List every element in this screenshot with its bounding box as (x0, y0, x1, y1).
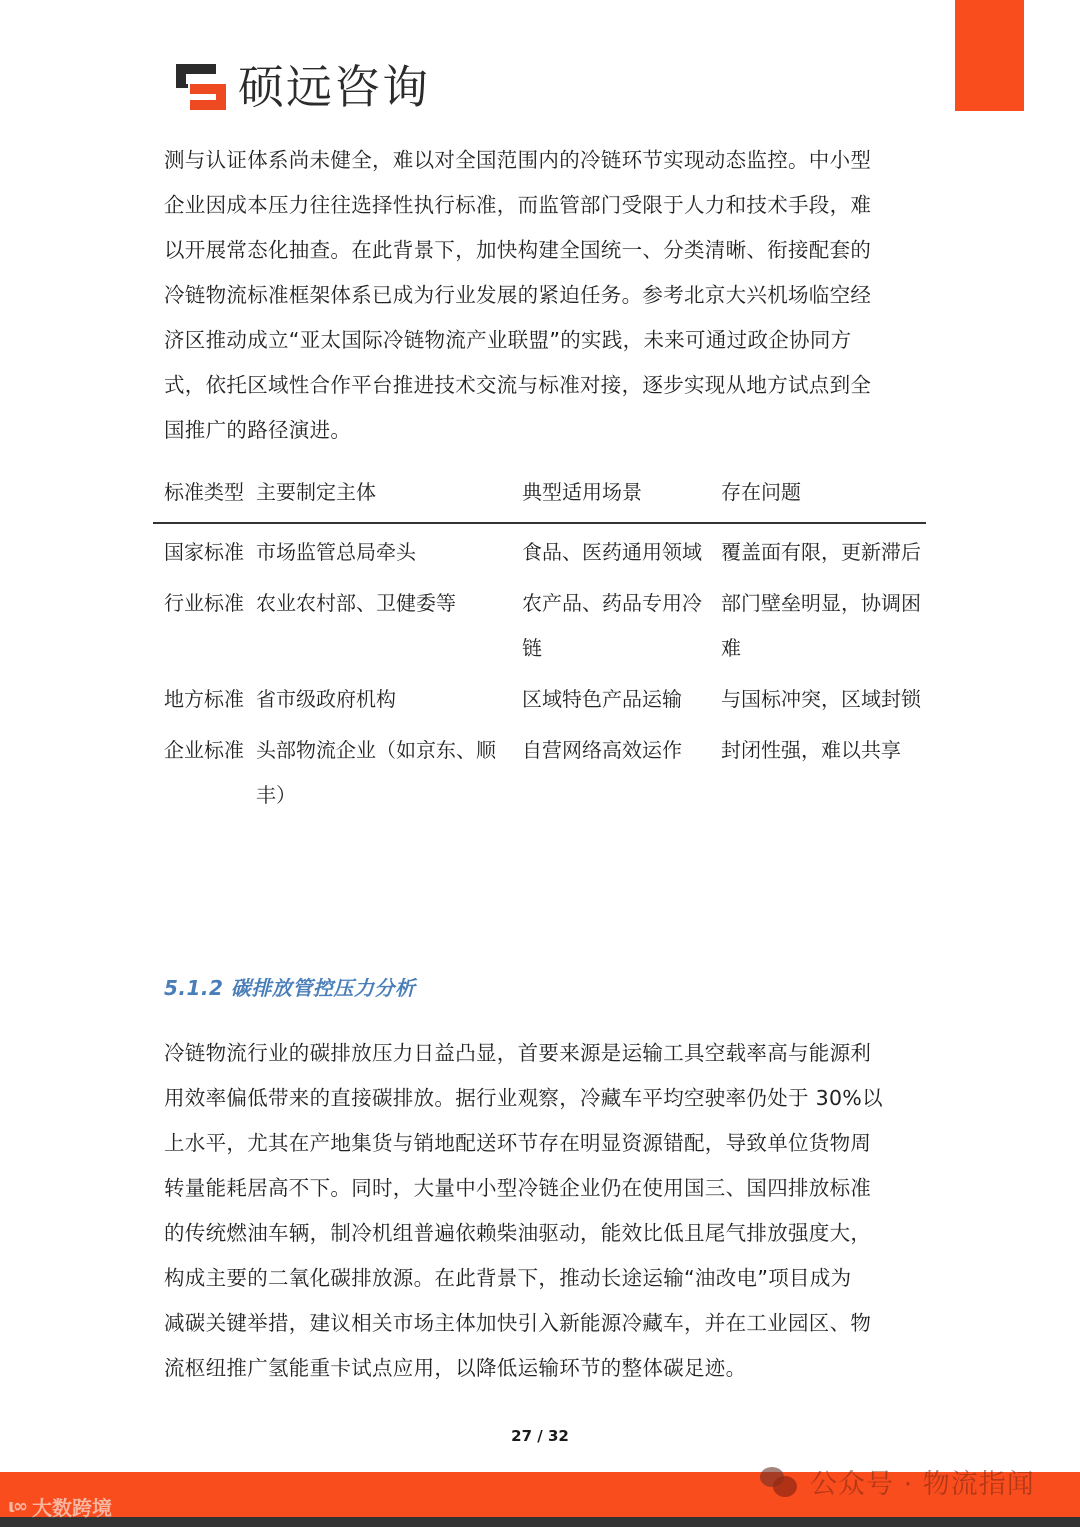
column-header-type: 标准类型 (153, 470, 245, 523)
section-paragraph (164, 1031, 914, 1391)
table-row (153, 677, 926, 728)
paragraph-line: 流枢纽推广氢能重卡试点应用，以降低运输环节的整体碳足迹。 (164, 1356, 747, 1380)
section-heading: 5.1.2 碳排放管控压力分析 (164, 976, 416, 1000)
brand-logo-icon: ι∞ (8, 1496, 27, 1517)
cell-body: 头部物流企业（如京东、顺丰） (256, 738, 496, 807)
paragraph-line: 式，依托区域性合作平台推进技术交流与标准对接，逐步实现从地方试点到全 (164, 373, 872, 397)
cell-type: 企业标准 (164, 738, 244, 762)
logo-text: 硕远咨询 (238, 60, 430, 114)
paragraph-line: 转量能耗居高不下。同时，大量中小型冷链企业仍在使用国三、国四排放标准 (164, 1176, 872, 1200)
company-logo (176, 62, 430, 112)
paragraph-line: 冷链物流标准框架体系已成为行业发展的紧迫任务。参考北京大兴机场临空经 (164, 283, 872, 307)
cell-scenario: 区域特色产品运输 (522, 687, 682, 711)
paragraph-line: 国推广的路径演进。 (164, 418, 352, 442)
paragraph-line: 减碳关键举措，建议相关市场主体加快引入新能源冷藏车，并在工业园区、物 (164, 1311, 872, 1335)
column-header-scenario: 典型适用场景 (511, 470, 710, 523)
paragraph-line: 的传统燃油车辆，制冷机组普遍依赖柴油驱动，能效比低且尾气排放强度大， (164, 1221, 872, 1245)
table-row (153, 581, 926, 677)
paragraph-line: 企业因成本压力往往选择性执行标准，而监管部门受限于人力和技术手段，难 (164, 193, 872, 217)
cell-body: 市场监管总局牵头 (256, 540, 416, 564)
wechat-watermark (760, 1462, 1035, 1501)
watermark-text: 公众号 · 物流指闻 (810, 1469, 1035, 1500)
page-number: 27 / 32 (511, 1427, 569, 1445)
paragraph-line: 构成主要的二氧化碳排放源。在此背景下，推动长途运输“油改电”项目成为 (164, 1266, 852, 1290)
paragraph-line: 以开展常态化抽查。在此背景下，加快构建全国统一、分类清晰、衔接配套的 (164, 238, 872, 262)
cell-issues: 与国标冲突，区域封锁 (721, 687, 921, 711)
cell-body: 省市级政府机构 (256, 687, 396, 711)
table-row (153, 523, 926, 581)
cell-scenario: 食品、医药通用领域 (522, 540, 702, 564)
footer-brand (8, 1492, 112, 1521)
column-header-issues: 存在问题 (710, 470, 926, 523)
table-row (153, 728, 926, 824)
paragraph-line: 济区推动成立“亚太国际冷链物流产业联盟”的实践，未来可通过政企协同方 (164, 328, 852, 352)
cell-issues: 覆盖面有限，更新滞后 (721, 540, 921, 564)
cell-body: 农业农村部、卫健委等 (256, 591, 456, 615)
cell-type: 行业标准 (164, 591, 244, 615)
cell-type: 国家标准 (164, 540, 244, 564)
paragraph-line: 用效率偏低带来的直接碳排放。据行业观察，冷藏车平均空驶率仍处于 30%以 (164, 1086, 883, 1110)
paragraph-line: 测与认证体系尚未健全，难以对全国范围内的冷链环节实现动态监控。中小型 (164, 148, 872, 172)
cell-type: 地方标准 (164, 687, 244, 711)
column-header-body: 主要制定主体 (245, 470, 511, 523)
cell-issues: 部门壁垒明显，协调困难 (721, 591, 921, 660)
intro-paragraph (164, 138, 914, 453)
corner-accent-bar (955, 0, 1024, 111)
wechat-icon (760, 1465, 800, 1499)
cell-issues: 封闭性强，难以共享 (721, 738, 901, 762)
logo-mark-icon (176, 64, 228, 110)
paragraph-line: 上水平，尤其在产地集货与销地配送环节存在明显资源错配，导致单位货物周 (164, 1131, 872, 1155)
paragraph-line: 冷链物流行业的碳排放压力日益凸显，首要来源是运输工具空载率高与能源利 (164, 1041, 872, 1065)
table-header-row (153, 470, 926, 523)
cell-scenario: 农产品、药品专用冷链 (522, 591, 702, 660)
footer-brand-text: 大数跨境 (32, 1496, 113, 1520)
footer-dark-strip (0, 1517, 1080, 1527)
standards-table (153, 470, 926, 824)
cell-scenario: 自营网络高效运作 (522, 738, 682, 762)
